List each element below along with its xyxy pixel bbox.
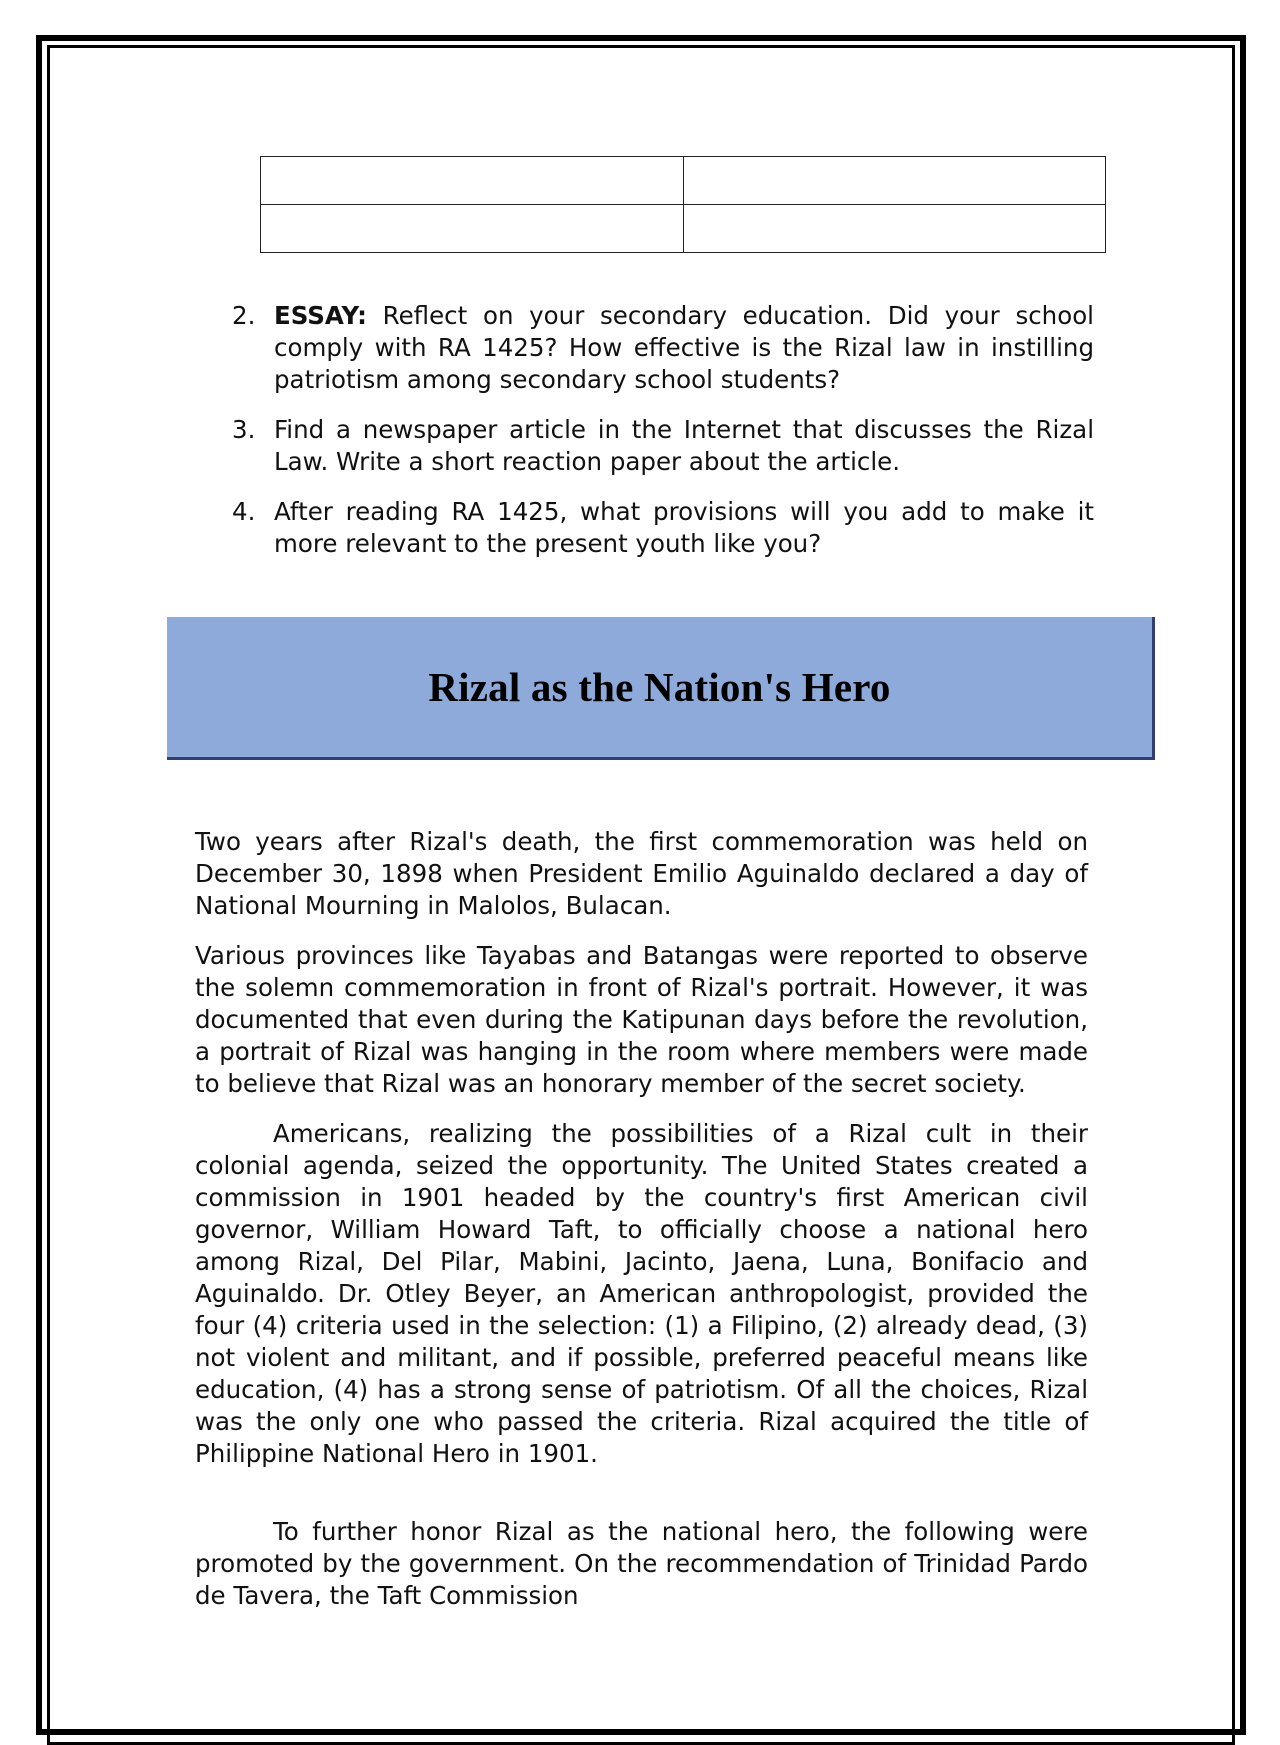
item-text: Find a newspaper article in the Internet that discusses the Rizal Law. Write a short reaction paper about the article. (274, 415, 1094, 476)
paragraph: Two years after Rizal's death, the first commemoration was held on December 30, 1898 when President Emilio Aguinaldo declared a day of National Mourning in Malolos, Bulacan. (195, 827, 1088, 920)
item-text: Reflect on your secondary education. Did your school comply with RA 1425? How effective is the Rizal law in instilling patriotism among secondary school students? (274, 301, 1094, 394)
paragraph: Americans, realizing the possibilities of a Rizal cult in their colonial agenda, seized the opportunity. The United States created a commission in 1901 headed by the country's first American civil governor, William Howard Taft, to officially choose a national hero among Rizal, Del Pilar, Mabini, Jacinto, Jaena, Luna, Bonifacio and Aguinaldo. Dr. Otley Beyer, an American anthropologist, provided the four (4) criteria used in the selection: (1) a Filipino, (2) already dead, (3) not violent and militant, and if possible, preferred peaceful means like education, (4) has a strong sense of patriotism. Of all the choices, Rizal was the only one who passed the criteria. Rizal acquired the title of Philippine National Hero in 1901. (195, 1119, 1088, 1468)
table-cell (683, 157, 1106, 205)
paragraph: To further honor Rizal as the national hero, the following were promoted by the government. On the recommendation of Trinidad Pardo de Tavera, the Taft Commission (195, 1517, 1088, 1610)
activity-list (224, 300, 1094, 578)
item-number: 4. (232, 497, 256, 526)
list-item (224, 414, 1094, 478)
table-cell (261, 205, 684, 253)
paragraph: Various provinces like Tayabas and Batangas were reported to observe the solemn commemoration in front of Rizal's portrait. However, it was documented that even during the Katipunan days before the revolution, a portrait of Rizal was hanging in the room where members were made to believe that Rizal was an honorary member of the secret society. (195, 941, 1088, 1098)
list-item (224, 496, 1094, 560)
item-number: 2. (232, 301, 256, 330)
table-cell (683, 205, 1106, 253)
item-text: After reading RA 1425, what provisions will you add to make it more relevant to the present youth like you? (274, 497, 1094, 558)
empty-answer-table (260, 156, 1106, 253)
table-cell (261, 157, 684, 205)
section-title: Rizal as the Nation's Hero (428, 664, 891, 710)
section-title-banner (167, 617, 1155, 760)
item-number: 3. (232, 415, 256, 444)
essay-label: ESSAY: (274, 301, 367, 330)
list-item (224, 300, 1094, 396)
table-row (261, 157, 1106, 205)
section-body (195, 826, 1088, 1630)
table-row (261, 205, 1106, 253)
